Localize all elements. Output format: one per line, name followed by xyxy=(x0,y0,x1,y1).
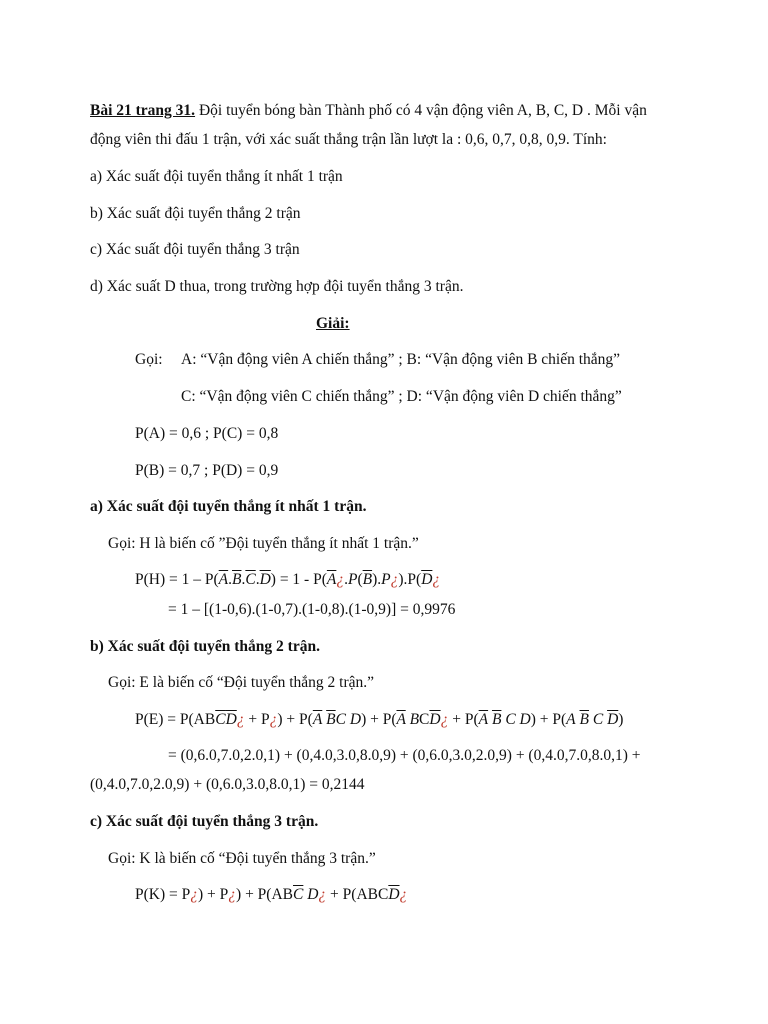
solution-heading: Giải: xyxy=(316,315,350,332)
events-cd: C: “Vận động viên C chiến thắng” ; D: “Vận động viên D chiến thắng” xyxy=(181,388,622,405)
problem-line-2: động viên thi đấu 1 trận, với xác suất thắng trận lần lượt la : 0,6, 0,7, 0,8, 0,9. Tính: xyxy=(90,131,607,148)
problem-line-1 xyxy=(90,101,647,121)
part-a-formula-line-2: = 1 – [(1-0,6).(1-0,7).(1-0,8).(1-0,9)] = 0,9976 xyxy=(168,601,456,618)
part-b-calc-line-1: = (0,6.0,7.0,2.0,1) + (0,4.0,3.0,8.0,9) + (0,6.0,3.0,2.0,9) + (0,4.0,7.0,8.0,1) + xyxy=(168,747,641,764)
part-b-definition: Gọi: E là biến cố “Đội tuyển thắng 2 trận.” xyxy=(108,674,375,691)
question-a: a) Xác suất đội tuyển thắng ít nhất 1 trận xyxy=(90,168,343,185)
part-a-heading: a) Xác suất đội tuyển thắng ít nhất 1 trận. xyxy=(90,498,367,515)
part-c-formula: P(K) = P¿) + P¿) + $P(AB\overline{C}$ D¿ + $P(ABC\overline{D}¿$ xyxy=(135,886,408,903)
part-c-definition: Gọi: K là biến cố “Đội tuyển thắng 3 trận.” xyxy=(108,850,376,867)
problem-title: Bài 21 trang 31. xyxy=(90,102,196,119)
probabilities-ac: P(A) = 0,6 ; P(C) = 0,8 xyxy=(135,425,279,442)
probabilities-bd: P(B) = 0,7 ; P(D) = 0,9 xyxy=(135,462,279,479)
question-b: b) Xác suất đội tuyển thắng 2 trận xyxy=(90,205,301,222)
events-ab: A: “Vận động viên A chiến thắng” ; B: “Vận động viên B chiến thắng” xyxy=(181,351,621,368)
question-d: d) Xác suất D thua, trong trường hợp đội tuyển thắng 3 trận. xyxy=(90,278,464,295)
part-b-calc-line-2: (0,4.0,7.0,2.0,9) + (0,6.0,3.0,8.0,1) = 0,2144 xyxy=(90,776,365,793)
part-a-definition: Gọi: H là biến cố ”Đội tuyển thắng ít nhất 1 trận.” xyxy=(108,535,419,552)
part-b-formula: $P(E) = P(AB\overline{C}\overline{D}¿$ + P¿) + $P(\overline{A}$ $\overline{B}C$ $D) + P(\overline{A}$ $BC\overline{D}¿ + P(\overline{A}$ $\overline{B}$ C D) + P(A $\overline{B}$ C $\overline{D}$) xyxy=(135,711,624,728)
part-c-heading: c) Xác suất đội tuyển thắng 3 trận. xyxy=(90,813,319,830)
problem-statement-start: Đội tuyển bóng bàn Thành phố có 4 vận động viên A, B, C, D . Mỗi vận xyxy=(195,102,647,119)
goi-label: Gọi: xyxy=(135,351,163,368)
part-b-heading: b) Xác suất đội tuyển thắng 2 trận. xyxy=(90,638,320,655)
question-c: c) Xác suất đội tuyển thắng 3 trận xyxy=(90,241,300,258)
part-a-formula-line-1: $P(H) = 1 - P(\overline{A}.\overline{B}.\overline{C}.\overline{D}) = 1$ - $P(\overline{A}¿.P(\overline{B}).P¿).P(\overline{D}¿$ xyxy=(135,571,441,588)
